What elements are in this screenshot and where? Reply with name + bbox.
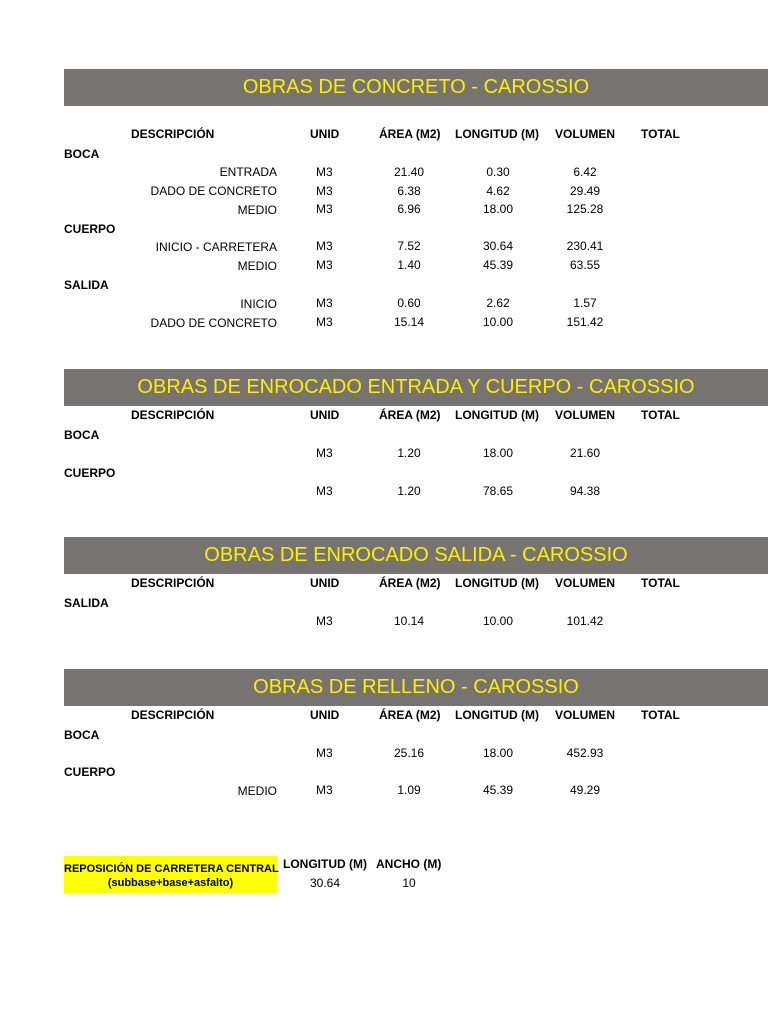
row-volumen: 101.42 bbox=[566, 614, 604, 628]
row-longitud: 45.39 bbox=[482, 783, 514, 797]
row-volumen: 125.28 bbox=[566, 202, 604, 216]
row-unid: M3 bbox=[316, 446, 333, 460]
section-title-concreto: OBRAS DE CONCRETO - CAROSSIO bbox=[64, 69, 768, 106]
row-unid: M3 bbox=[316, 184, 333, 198]
header-area: ÁREA (M2) bbox=[379, 576, 441, 590]
row-desc: DADO DE CONCRETO bbox=[150, 316, 277, 330]
row-longitud: 0.30 bbox=[486, 165, 510, 179]
header-total: TOTAL bbox=[641, 408, 680, 422]
group-label-cuerpo: CUERPO bbox=[64, 765, 116, 779]
row-volumen: 49.29 bbox=[569, 783, 601, 797]
section-title-enrocado-salida: OBRAS DE ENROCADO SALIDA - CAROSSIO bbox=[64, 537, 768, 574]
row-desc: ENTRADA bbox=[219, 165, 277, 179]
header-descripcion: DESCRIPCIÓN bbox=[131, 576, 215, 590]
row-volumen: 230.41 bbox=[566, 239, 604, 253]
row-unid: M3 bbox=[316, 746, 333, 760]
row-desc: MEDIO bbox=[237, 784, 277, 798]
row-area: 1.20 bbox=[397, 446, 421, 460]
row-volumen: 21.60 bbox=[569, 446, 601, 460]
row-unid: M3 bbox=[316, 239, 333, 253]
row-longitud: 2.62 bbox=[486, 296, 510, 310]
header-total: TOTAL bbox=[641, 127, 680, 141]
row-longitud: 18.00 bbox=[482, 746, 514, 760]
row-area: 1.40 bbox=[397, 258, 421, 272]
row-longitud: 30.64 bbox=[482, 239, 514, 253]
row-volumen: 94.38 bbox=[569, 484, 601, 498]
group-label-salida: SALIDA bbox=[64, 596, 109, 610]
reposicion-header-ancho: ANCHO (M) bbox=[376, 857, 442, 871]
header-volumen: VOLUMEN bbox=[555, 408, 615, 422]
row-unid: M3 bbox=[316, 202, 333, 216]
header-longitud: LONGITUD (M) bbox=[455, 127, 539, 141]
row-longitud: 10.00 bbox=[482, 614, 514, 628]
row-unid: M3 bbox=[316, 258, 333, 272]
row-unid: M3 bbox=[316, 614, 333, 628]
header-area: ÁREA (M2) bbox=[379, 408, 441, 422]
row-desc: INICIO - CARRETERA bbox=[155, 240, 277, 254]
row-longitud: 45.39 bbox=[482, 258, 514, 272]
header-longitud: LONGITUD (M) bbox=[455, 408, 539, 422]
row-area: 7.52 bbox=[397, 239, 421, 253]
row-area: 25.16 bbox=[393, 746, 425, 760]
row-longitud: 78.65 bbox=[482, 484, 514, 498]
section-title-relleno: OBRAS DE RELLENO - CAROSSIO bbox=[64, 669, 768, 706]
row-volumen: 452.93 bbox=[566, 746, 604, 760]
section-title-enrocado-entrada-cuerpo: OBRAS DE ENROCADO ENTRADA Y CUERPO - CAROSSIO bbox=[64, 369, 768, 406]
group-label-boca: BOCA bbox=[64, 428, 100, 442]
row-longitud: 10.00 bbox=[482, 315, 514, 329]
row-unid: M3 bbox=[316, 296, 333, 310]
row-area: 0.60 bbox=[397, 296, 421, 310]
row-area: 15.14 bbox=[393, 315, 425, 329]
header-area: ÁREA (M2) bbox=[379, 127, 441, 141]
header-volumen: VOLUMEN bbox=[555, 127, 615, 141]
row-unid: M3 bbox=[316, 165, 333, 179]
header-unid: UNID bbox=[310, 127, 340, 141]
header-unid: UNID bbox=[310, 708, 340, 722]
header-descripcion: DESCRIPCIÓN bbox=[131, 708, 215, 722]
row-volumen: 1.57 bbox=[573, 296, 597, 310]
row-volumen: 6.42 bbox=[573, 165, 597, 179]
header-longitud: LONGITUD (M) bbox=[455, 576, 539, 590]
row-area: 1.20 bbox=[397, 484, 421, 498]
header-total: TOTAL bbox=[641, 576, 680, 590]
row-desc: MEDIO bbox=[237, 259, 277, 273]
header-unid: UNID bbox=[310, 576, 340, 590]
row-area: 1.09 bbox=[397, 783, 421, 797]
header-total: TOTAL bbox=[641, 708, 680, 722]
row-unid: M3 bbox=[316, 315, 333, 329]
reposicion-ancho: 10 bbox=[402, 876, 416, 890]
row-desc: DADO DE CONCRETO bbox=[150, 184, 277, 198]
row-volumen: 151.42 bbox=[566, 315, 604, 329]
group-label-salida: SALIDA bbox=[64, 278, 109, 292]
row-area: 6.96 bbox=[397, 202, 421, 216]
row-longitud: 4.62 bbox=[486, 184, 510, 198]
group-label-cuerpo: CUERPO bbox=[64, 466, 116, 480]
header-descripcion: DESCRIPCIÓN bbox=[131, 408, 215, 422]
row-unid: M3 bbox=[316, 484, 333, 498]
reposicion-sublabel: (subbase+base+asfalto) bbox=[107, 877, 234, 889]
header-volumen: VOLUMEN bbox=[555, 708, 615, 722]
row-unid: M3 bbox=[316, 783, 333, 797]
group-label-boca: BOCA bbox=[64, 728, 100, 742]
group-label-boca: BOCA bbox=[64, 147, 100, 161]
row-desc: MEDIO bbox=[237, 203, 277, 217]
row-area: 6.38 bbox=[397, 184, 421, 198]
row-area: 10.14 bbox=[393, 614, 425, 628]
reposicion-longitud: 30.64 bbox=[309, 876, 341, 890]
reposicion-header-longitud: LONGITUD (M) bbox=[283, 857, 367, 871]
header-area: ÁREA (M2) bbox=[379, 708, 441, 722]
row-longitud: 18.00 bbox=[482, 202, 514, 216]
header-longitud: LONGITUD (M) bbox=[455, 708, 539, 722]
row-desc: INICIO bbox=[240, 297, 277, 311]
group-label-cuerpo: CUERPO bbox=[64, 222, 116, 236]
reposicion-label: REPOSICIÓN DE CARRETERA CENTRAL bbox=[64, 863, 279, 875]
row-volumen: 63.55 bbox=[569, 258, 601, 272]
row-area: 21.40 bbox=[393, 165, 425, 179]
row-longitud: 18.00 bbox=[482, 446, 514, 460]
header-volumen: VOLUMEN bbox=[555, 576, 615, 590]
header-unid: UNID bbox=[310, 408, 340, 422]
header-descripcion: DESCRIPCIÓN bbox=[131, 127, 215, 141]
row-volumen: 29.49 bbox=[569, 184, 601, 198]
